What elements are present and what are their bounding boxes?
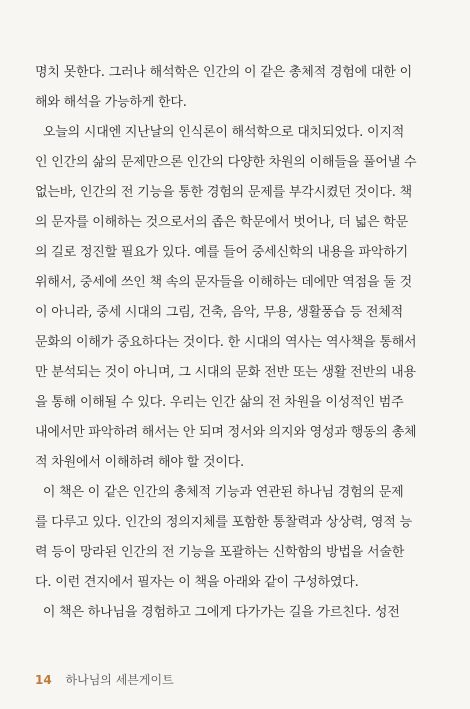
text-line: 다. 이런 견지에서 필자는 이 책을 아래와 같이 구성하였다. <box>35 575 359 590</box>
text-line: 이 책은 하나님을 경험하고 그에게 다가가는 길을 가르친다. 성전 <box>35 605 400 618</box>
text-line: 이 아니라, 중세 시대의 그림, 건축, 음악, 무용, 생활풍습 등 전체적 <box>35 305 403 320</box>
text-line: 을 통해 이해될 수 있다. 우리는 인간 삶의 전 차원을 이성적인 범주 <box>35 395 404 410</box>
text-line: 의 길로 정진할 필요가 있다. 예를 들어 중세신학의 내용을 파악하기 <box>35 245 408 260</box>
text-line: 만 분석되는 것이 아니며, 그 시대의 문화 전반 또는 생활 전반의 내용 <box>35 365 416 380</box>
text-line: 력 등이 망라된 인간의 전 기능을 포괄하는 신학함의 방법을 서술한 <box>35 545 405 560</box>
page-body <box>35 58 438 618</box>
text-line: 없는바, 인간의 전 기능을 통한 경험의 문제를 부각시켰던 것이다. 책 <box>35 185 412 200</box>
paragraph-3 <box>35 478 438 598</box>
paragraph-1 <box>35 58 438 118</box>
text-line: 문화의 이해가 중요하다는 것이다. 한 시대의 역사는 역사책을 통해서 <box>35 335 417 350</box>
text-line: 인 인간의 삶의 문제만으론 인간의 다양한 차원의 이해들을 풀어낼 수 <box>35 155 417 170</box>
paragraph-2 <box>35 118 438 478</box>
text-line: 명치 못한다. 그러나 해석학은 인간의 이 같은 총체적 경험에 대한 이 <box>35 65 412 80</box>
paragraph-4 <box>35 598 438 618</box>
text-line: 적 차원에서 이해하려 해야 할 것이다. <box>35 455 244 470</box>
text-line: 를 다루고 있다. 인간의 정의지체를 포함한 통찰력과 상상력, 영적 능 <box>35 515 412 530</box>
text-line: 해와 해석을 가능하게 한다. <box>35 95 187 110</box>
book-title: 하나님의 세븐게이트 <box>65 673 174 687</box>
text-line: 이 책은 이 같은 인간의 총체적 기능과 연관된 하나님 경험의 문제 <box>35 485 404 500</box>
text-line: 오늘의 시대엔 지난날의 인식론이 해석학으로 대치되었다. 이지적 <box>35 125 405 140</box>
page-footer <box>35 670 174 690</box>
page-number: 14 <box>35 673 52 687</box>
text-line: 의 문자를 이해하는 것으로서의 좁은 학문에서 벗어나, 더 넓은 학문 <box>35 215 408 230</box>
text-line: 내에서만 파악하려 해서는 안 되며 정서와 의지와 영성과 행동의 총체 <box>35 425 417 440</box>
text-line: 위해서, 중세에 쓰인 책 속의 문자들을 이해하는 데에만 역점을 둘 것 <box>35 275 412 290</box>
